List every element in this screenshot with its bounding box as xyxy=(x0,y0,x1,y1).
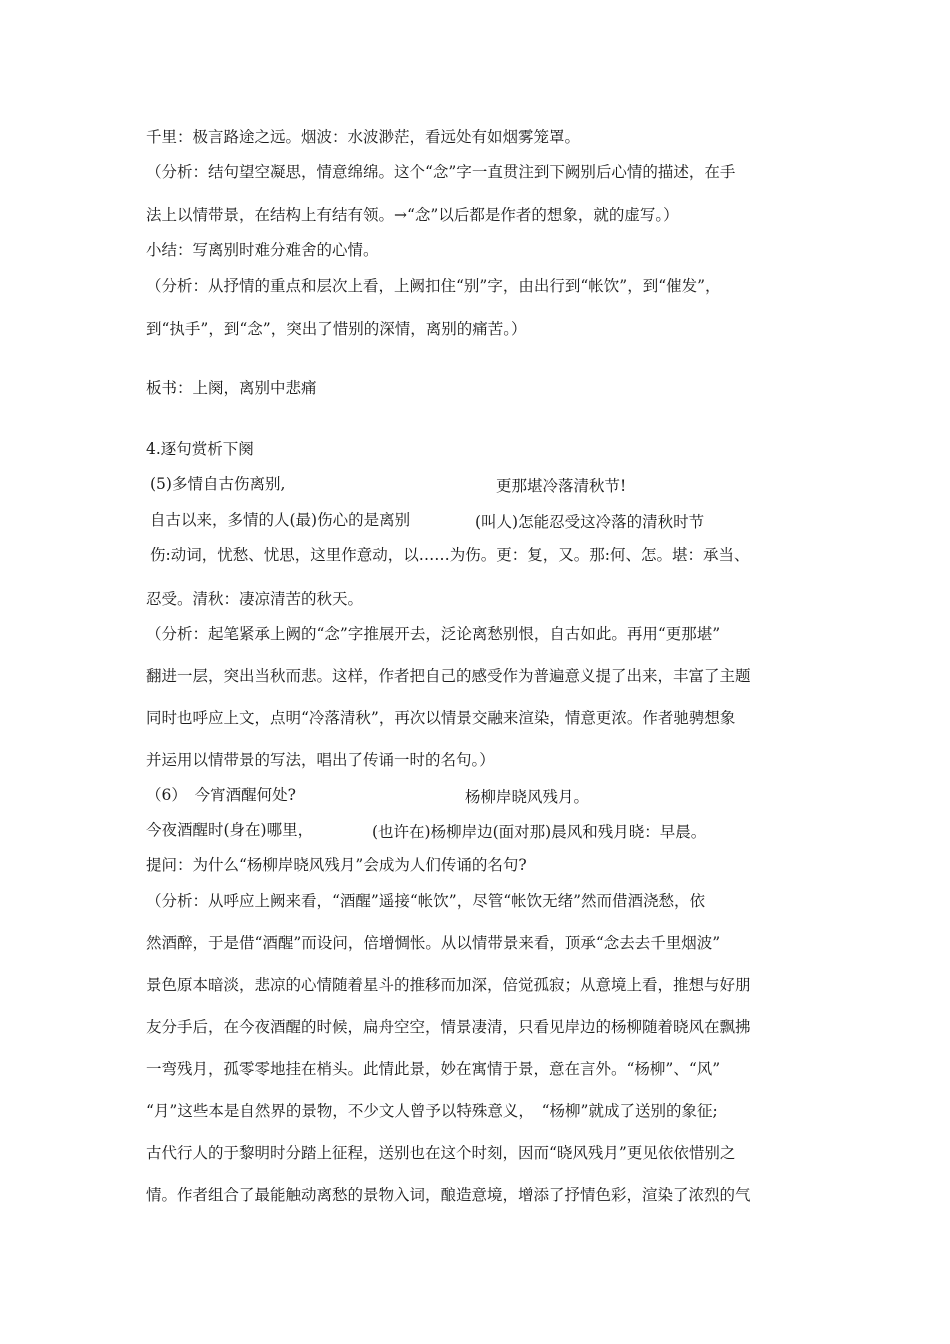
text-line: 一弯残月，孤零零地挂在梢头。此情此景，妙在寓情于景，意在言外。“杨柳”、“风” xyxy=(146,1060,721,1078)
text-line: 景色原本暗淡，悲凉的心情随着星斗的推移而加深，倍觉孤寂；从意境上看，推想与好朋 xyxy=(146,976,751,994)
summary-line: 小结：写离别时难分难舍的心情。 xyxy=(146,241,379,259)
text-line: 古代行人的于黎明时分踏上征程，送别也在这个时刻，因而“晓风残月”更见依依惜别之 xyxy=(146,1144,736,1162)
analysis-paragraph: （分析：从呼应上阙来看，“酒醒”遥接“帐饮”，尽管“帐饮无绪”然而借酒浇愁，依 xyxy=(146,892,706,910)
text-line: 并运用以情带景的写法，唱出了传诵一时的名句。） xyxy=(146,751,495,769)
text-line: 同时也呼应上文，点明“冷落清秋”，再次以情景交融来渲染，情意更浓。作者驰骋想象 xyxy=(146,709,736,727)
text-line: “月”这些本是自然界的景物，不少文人曾予以特殊意义， “杨柳”就成了送别的象征; xyxy=(146,1102,718,1120)
poem-line-5-second: 更那堪冷落清秋节! xyxy=(496,477,627,495)
text-line: 忍受。清秋：凄凉清苦的秋天。 xyxy=(146,590,364,608)
board-note: 板书：上阕，离别中悲痛 xyxy=(146,379,317,397)
poem-line-5-first: (5)多情自古伤离别, xyxy=(150,475,286,493)
text-line: 友分手后，在今夜酒醒的时候，扁舟空空，情景凄清，只看见岸边的杨柳随着晓风在飘拂 xyxy=(146,1018,751,1036)
text-line: 伤:动词，忧愁、忧思，这里作意动，以……为伤。更：复，又。那:何、怎。堪：承当、 xyxy=(150,546,750,564)
text-line: 情。作者组合了最能触动离愁的景物入词，酿造意境，增添了抒情色彩，渲染了浓烈的气 xyxy=(146,1186,751,1204)
translation-line-6-second: (也许在)杨柳岸边(面对那)晨风和残月晓：早晨。 xyxy=(372,823,707,841)
translation-line-6-first: 今夜酒醒时(身在)哪里， xyxy=(146,821,314,839)
question-line: 提问：为什么“杨柳岸晓风残月”会成为人们传诵的名句? xyxy=(146,856,527,874)
analysis-paragraph: （分析：从抒情的重点和层次上看，上阙扣住“别”字，由出行到“帐饮”，到“催发”， xyxy=(146,277,721,295)
translation-line-5-first: 自古以来，多情的人(最)伤心的是离别 xyxy=(150,511,411,529)
text-line: 千里：极言路途之远。烟波：水波渺茫，看远处有如烟雾笼罩。 xyxy=(146,128,581,146)
analysis-paragraph: （分析：起笔紧承上阙的“念”字推展开去，泛论离愁别恨，自古如此。再用“更那堪” xyxy=(146,625,721,643)
poem-line-6-second: 杨柳岸晓风残月。 xyxy=(465,788,590,806)
text-line: 翻进一层，突出当秋而悲。这样，作者把自己的感受作为普遍意义提了出来，丰富了主题 xyxy=(146,667,751,685)
section-heading: 4.逐句赏析下阕 xyxy=(146,440,254,458)
text-line: 然酒醉，于是借“酒醒”而设问，倍增惆怅。从以情带景来看，顶承“念去去千里烟波” xyxy=(146,934,721,952)
text-line: 法上以情带景，在结构上有结有领。→“念”以后都是作者的想象，就的虚写。） xyxy=(146,206,679,224)
text-line: 到“执手”，到“念”，突出了惜别的深情，离别的痛苦。） xyxy=(146,320,527,338)
analysis-paragraph: （分析：结句望空凝思，情意绵绵。这个“念”字一直贯注到下阙别后心情的描述，在手 xyxy=(146,163,736,181)
translation-line-5-second: (叫人)怎能忍受这冷落的清秋时节 xyxy=(475,513,705,531)
poem-line-6-first: （6） 今宵酒醒何处? xyxy=(146,786,296,804)
